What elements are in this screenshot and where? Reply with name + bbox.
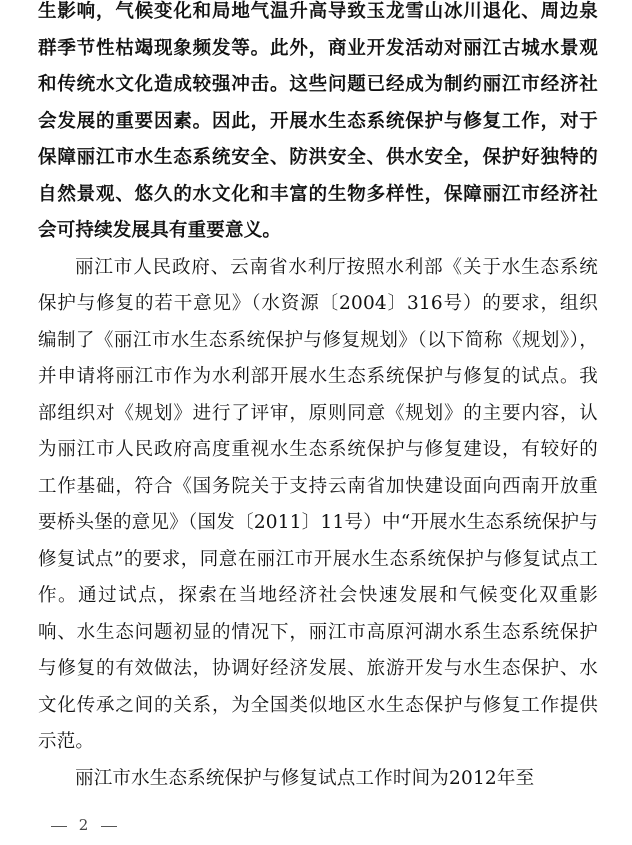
- paragraph-2: 丽江市人民政府、云南省水利厅按照水利部《关于水生态系统保护与修复的若干意见》（水资源〔2004〕316号）的要求，组织编制了《丽江市水生态系统保护与修复规划》（以下简称《规划》），并申请将丽江市作为水利部开展水生态系统保护与修复的试点。我部组织对《规划》进行了评审，原则同意《规划》的主要内容，认为丽江市人民政府高度重视水生态系统保护与修复建设，有较好的工作基础，符合《国务院关于支持云南省加快建设面向西南开放重要桥头堡的意见》（国发〔2011〕11号）中“开展水生态系统保护与修复试点”的要求，同意在丽江市开展水生态系统保护与修复试点工作。通过试点，探索在当地经济社会快速发展和气候变化双重影响、水生态问题初显的情况下，丽江市高原河湖水系生态系统保护与修复的有效做法，协调好经济发展、旅游开发与水生态保护、水文化传承之间的关系，为全国类似地区水生态保护与修复工作提供示范。: [38, 256, 598, 752]
- page-footer: [45, 816, 123, 834]
- document-page: [38, 0, 598, 797]
- paragraph-1: 生影响，气候变化和局地气温升高导致玉龙雪山冰川退化、周边泉群季节性枯竭现象频发等。此外，商业开发活动对丽江古城水景观和传统水文化造成较强冲击。这些问题已经成为制约丽江市经济社会发展的重要因素。因此，开展水生态系统保护与修复工作，对于保障丽江市水生态系统安全、防洪安全、供水安全，保护好独特的自然景观、悠久的水文化和丰富的生物多样性，保障丽江市经济社会可持续发展具有重要意义。: [38, 1, 598, 241]
- footer-dash-left: [51, 826, 67, 827]
- paragraph-3: 丽江市水生态系统保护与修复试点工作时间为2012年至: [75, 767, 535, 789]
- footer-dash-right: [101, 826, 117, 827]
- page-number: 2: [78, 816, 90, 834]
